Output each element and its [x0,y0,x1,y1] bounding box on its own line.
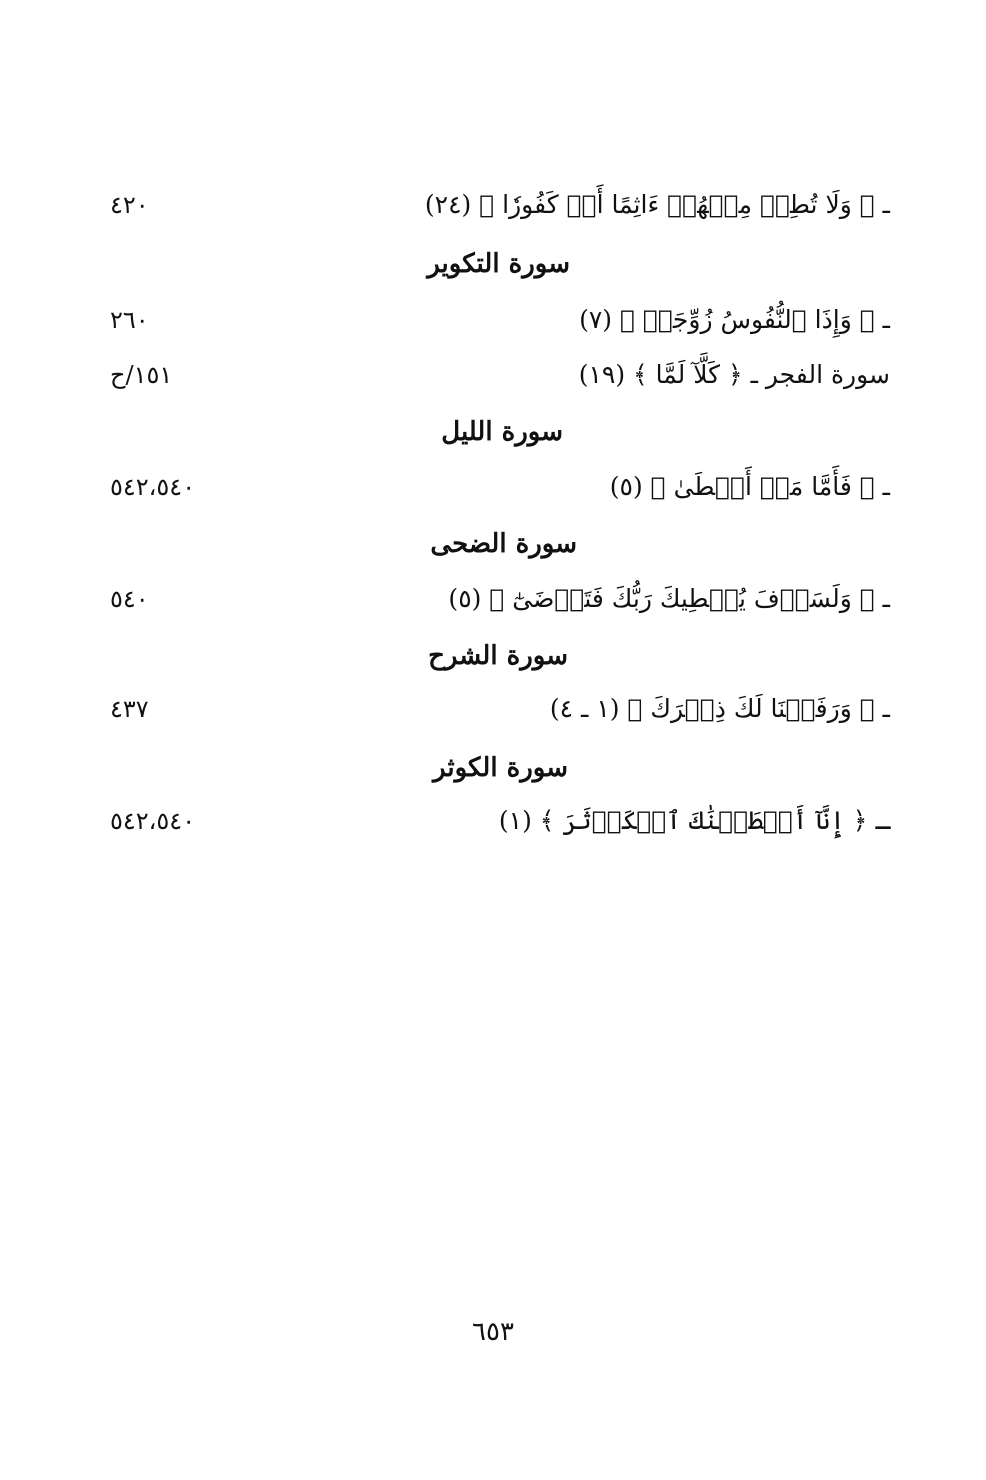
verse-entry [110,295,890,345]
page-reference: ٥٤٢،٥٤٠ [110,807,196,835]
surah-heading: سورة التكوير [427,249,570,279]
verse-entry [110,796,890,846]
page-reference: ٤٢٠ [110,191,149,219]
verse-text: ـ ﴿ وَلَا تُطِعۡ مِنۡهُمۡ ءَاثِمًا أَوۡ كَفُورٗا ﴾ (٢٤) [424,190,890,219]
verse-entry [110,684,890,734]
page-number: ٦٥٣ [472,1317,514,1347]
page-reference: ١٥١/ح [110,361,173,389]
verse-text: سورة الفجر ـ ﴿ كَلَّآ لَمَّا ﴾ (١٩) [578,360,890,389]
page-reference: ٥٤٢،٥٤٠ [110,473,196,501]
verse-text: ـ ﴿ وَإِذَا ٱلنُّفُوسُ زُوِّجَتۡ ﴾ (٧) [579,305,890,334]
page-reference: ٥٤٠ [110,585,149,613]
verse-text: ـ ﴿ وَلَسَوۡفَ يُعۡطِيكَ رَبُّكَ فَتَرۡضَىٰٓ ﴾ (٥) [448,584,890,613]
surah-heading: سورة الليل [441,417,563,447]
verse-entry [110,574,890,624]
verse-text: ـ ﴿ وَرَفَعۡنَا لَكَ ذِكۡرَكَ ﴾ (١ ـ ٤) [549,694,890,723]
verse-text: ـ ﴿ إِنَّآ أَعۡطَيۡنَٰكَ ٱلۡكَوۡثَرَ ﴾ (١) [498,806,890,835]
surah-heading: سورة الكوثر [433,753,568,783]
verse-entry [110,180,890,230]
verse-text: ـ ﴿ فَأَمَّا مَنۡ أَعۡطَىٰ ﴾ (٥) [609,472,890,501]
surah-heading: سورة الضحى [430,529,577,559]
surah-heading: سورة الشرح [428,641,568,671]
page-reference: ٢٦٠ [110,306,149,334]
verse-entry [110,350,890,400]
page-reference: ٤٣٧ [110,695,149,723]
verse-entry [110,462,890,512]
